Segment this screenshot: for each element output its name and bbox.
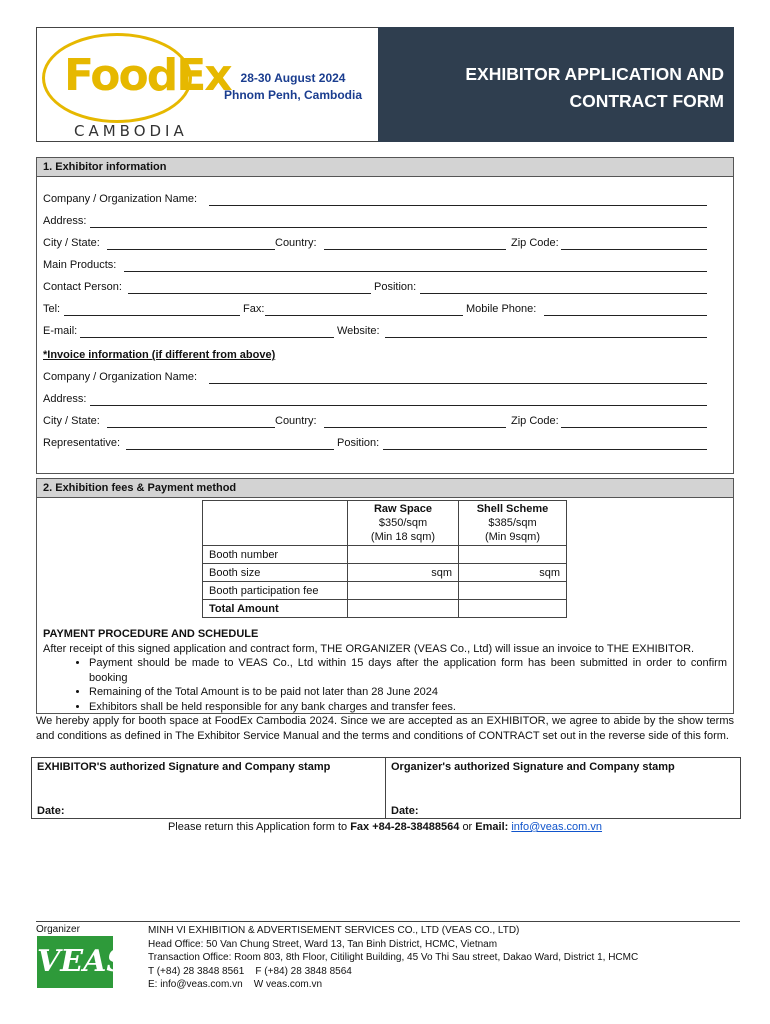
inv-company-field[interactable]: [209, 383, 707, 384]
mobile-label: Mobile Phone:: [466, 303, 537, 315]
invoice-heading: *Invoice information (if different from above): [43, 349, 276, 361]
inv-company-label: Company / Organization Name:: [43, 371, 198, 383]
inv-city-field[interactable]: [107, 427, 275, 428]
table-row: [203, 546, 567, 564]
footer-contact: [148, 924, 638, 992]
veas-logo: VEAS: [37, 936, 113, 988]
section2-heading: 2. Exhibition fees & Payment method: [36, 478, 734, 498]
products-field[interactable]: [124, 271, 707, 272]
organizer-date-label: Date:: [391, 805, 419, 817]
return-fax: Fax +84-28-38488564: [350, 821, 460, 833]
form-title-line1: EXHIBITOR APPLICATION AND: [465, 64, 724, 84]
raw-space-title: Raw Space: [373, 503, 433, 515]
participation-fee-label: Booth participation fee: [203, 582, 348, 600]
inv-country-label: Country:: [275, 415, 317, 427]
fee-table: [202, 500, 567, 618]
table-row: [203, 582, 567, 600]
raw-participation-cell[interactable]: [348, 582, 459, 600]
products-label: Main Products:: [43, 259, 117, 271]
tel-label: Tel:: [43, 303, 61, 315]
exhibitor-signature-label: EXHIBITOR'S authorized Signature and Company stamp: [37, 761, 331, 773]
return-instructions: [36, 821, 734, 833]
representative-row: [43, 437, 707, 450]
footer-company: MINH VI EXHIBITION & ADVERTISEMENT SERVICES CO., LTD (VEAS CO., LTD): [148, 925, 520, 936]
footer-head-office: Head Office: 50 Van Chung Street, Ward 13, Tan Binh District, HCMC, Vietnam: [148, 938, 498, 950]
email-field[interactable]: [80, 337, 334, 338]
unit-label: sqm: [431, 566, 452, 579]
shell-booth-number-cell[interactable]: [459, 546, 567, 564]
list-item: • Remaining of the Total Amount is to be paid not later than 28 June 2024: [89, 685, 727, 700]
representative-field[interactable]: [126, 449, 334, 450]
shell-scheme-price: $385/sqm: [488, 517, 537, 529]
foodex-logo-subtitle: CAMBODIA: [74, 122, 188, 140]
website-field[interactable]: [385, 337, 707, 338]
event-date: 28-30 August 2024: [240, 71, 346, 85]
zip-label: Zip Code:: [511, 237, 559, 249]
signature-divider: [385, 757, 386, 819]
country-field[interactable]: [324, 249, 506, 250]
contact-row: [43, 281, 707, 294]
booth-number-label: Booth number: [203, 546, 348, 564]
city-row: [43, 237, 707, 250]
inv-zip-label: Zip Code:: [511, 415, 559, 427]
company-row: [43, 193, 707, 206]
agreement-text: We hereby apply for booth space at FoodEx Cambodia 2024. Since we are accepted as an EXHIBITOR, we agree to abide by the show terms and conditions as defined in The Exhibitor Service Manual and the terms and conditions of CONTRACT set out in the reverse side of this form.: [36, 715, 734, 742]
exhibitor-signature-area[interactable]: [37, 770, 381, 804]
zip-field[interactable]: [561, 249, 707, 250]
address-label: Address:: [43, 215, 87, 227]
representative-label: Representative:: [43, 437, 121, 449]
address-row: [43, 215, 707, 228]
form-title-line2: CONTRACT FORM: [569, 91, 724, 111]
email-label: E-mail:: [43, 325, 78, 337]
payment-section: [43, 627, 727, 714]
section1-heading: 1. Exhibitor information: [36, 157, 734, 177]
title-banner: [378, 27, 734, 142]
raw-space-price: $350/sqm: [378, 517, 428, 529]
tel-row: [43, 303, 707, 316]
tel-field[interactable]: [64, 315, 240, 316]
event-place: Phnom Penh, Cambodia: [223, 88, 362, 102]
inv-position-field[interactable]: [383, 449, 707, 450]
inv-address-label: Address:: [43, 393, 87, 405]
payment-intro: After receipt of this signed application and contract form, THE ORGANIZER (VEAS Co., Ltd) will issue an invoice to THE EXHIBITOR.: [43, 642, 695, 655]
shell-scheme-title: Shell Scheme: [476, 503, 549, 515]
booth-size-label: Booth size: [203, 564, 348, 582]
shell-booth-size-cell[interactable]: [459, 564, 567, 582]
country-label: Country:: [275, 237, 317, 249]
fax-field[interactable]: [265, 315, 463, 316]
fee-header-blank: [203, 501, 348, 546]
city-label: City / State:: [43, 237, 100, 249]
shell-total-cell[interactable]: [459, 600, 567, 618]
footer-email: E: info@veas.com.vn W veas.com.vn: [148, 979, 323, 991]
table-row: [203, 600, 567, 618]
position-label: Position:: [374, 281, 417, 293]
inv-address-field[interactable]: [90, 405, 707, 406]
contact-label: Contact Person:: [43, 281, 122, 293]
shell-scheme-header: [459, 501, 567, 546]
return-email-label: Email:: [475, 821, 509, 833]
raw-space-min: (Min 18 sqm): [370, 531, 436, 543]
email-row: [43, 325, 707, 338]
address-field[interactable]: [90, 227, 707, 228]
company-field[interactable]: [209, 205, 707, 206]
payment-heading: PAYMENT PROCEDURE AND SCHEDULE: [43, 628, 259, 640]
city-field[interactable]: [107, 249, 275, 250]
foodex-logo: FoodEx: [64, 50, 231, 101]
inv-city-label: City / State:: [43, 415, 100, 427]
shell-participation-cell[interactable]: [459, 582, 567, 600]
footer-transaction-office: Transaction Office: Room 803, 8th Floor, Citilight Building, 45 Vo Thi Sau street, Dakao Ward, District 1, HCMC: [148, 952, 639, 964]
unit-label: sqm: [539, 566, 560, 579]
position-field[interactable]: [420, 293, 707, 294]
raw-booth-size-cell[interactable]: [348, 564, 459, 582]
inv-position-label: Position:: [337, 437, 380, 449]
organizer-signature-area[interactable]: [391, 770, 735, 804]
list-item: • Payment should be made to VEAS Co., Ltd within 15 days after the application form has been submitted in order to confirm booking: [89, 656, 727, 685]
website-label: Website:: [337, 325, 380, 337]
footer-phone: T (+84) 28 3848 8561 F (+84) 28 3848 8564: [148, 965, 352, 977]
payment-list: [43, 656, 727, 714]
company-label: Company / Organization Name:: [43, 193, 198, 205]
return-text: Please return this Application form to: [167, 821, 348, 833]
footer-divider: [36, 921, 740, 922]
mobile-field[interactable]: [544, 315, 707, 316]
table-row: [203, 564, 567, 582]
products-row: [43, 259, 707, 272]
contact-field[interactable]: [128, 293, 371, 294]
exhibitor-date-label: Date:: [37, 805, 65, 817]
return-email-link[interactable]: info@veas.com.vn: [511, 821, 603, 833]
organizer-signature-label: Organizer's authorized Signature and Company stamp: [391, 761, 675, 773]
inv-city-row: [43, 415, 707, 428]
organizer-label: Organizer: [36, 924, 80, 935]
inv-country-field[interactable]: [324, 427, 506, 428]
event-info: [218, 70, 368, 104]
form-title: [394, 61, 724, 115]
return-or: or: [462, 821, 473, 833]
raw-total-cell[interactable]: [348, 600, 459, 618]
raw-booth-number-cell[interactable]: [348, 546, 459, 564]
shell-scheme-min: (Min 9sqm): [484, 531, 540, 543]
raw-space-header: [348, 501, 459, 546]
fax-label: Fax:: [243, 303, 265, 315]
inv-address-row: [43, 393, 707, 406]
inv-company-row: [43, 371, 707, 384]
list-item: • Exhibitors shall be held responsible for any bank charges and transfer fees.: [89, 700, 727, 715]
total-amount-label: Total Amount: [203, 600, 348, 618]
inv-zip-field[interactable]: [561, 427, 707, 428]
